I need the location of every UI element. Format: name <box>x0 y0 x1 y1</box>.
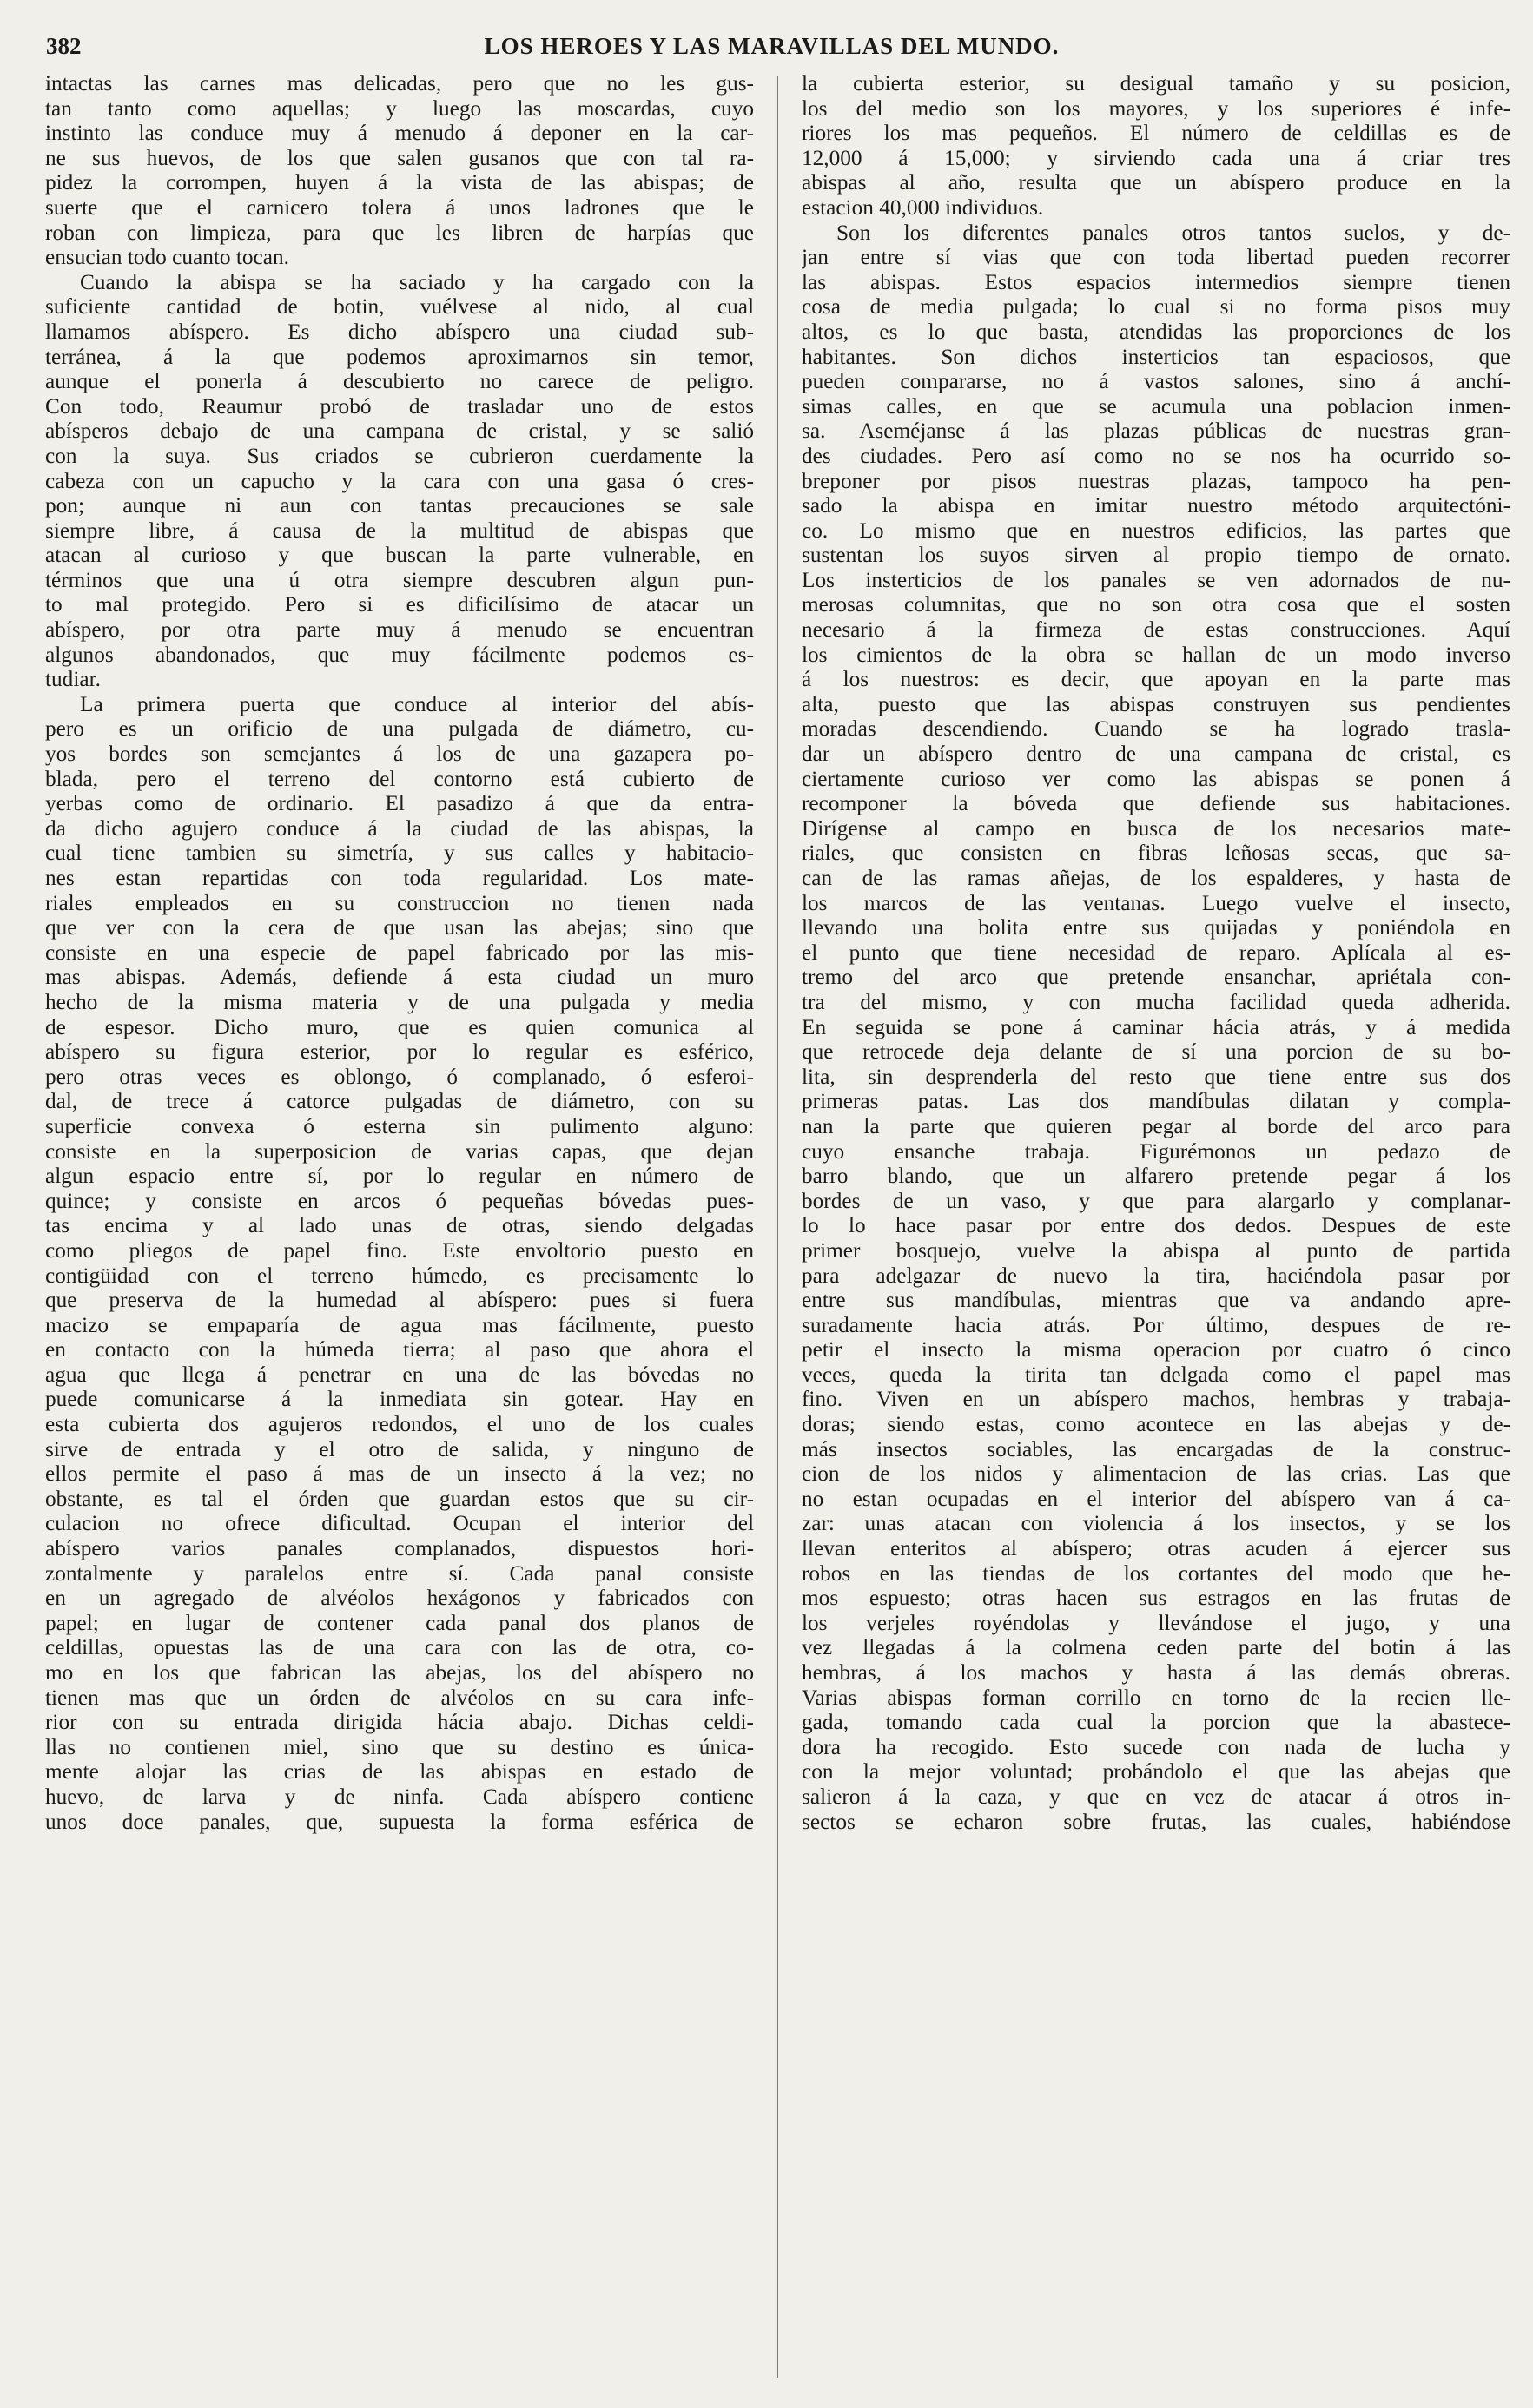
text-line: nan la parte que quieren pegar al borde del arco para <box>802 1113 1510 1138</box>
text-line: atacan al curioso y que buscan la parte vulnerable, en <box>45 543 754 568</box>
text-line: culacion no ofrece dificultad. Ocupan el interior del <box>45 1511 754 1536</box>
text-line: lo lo hace pasar por entre dos dedos. Despues de este <box>802 1213 1510 1238</box>
text-line: el punto que tiene necesidad de reparo. Aplícala al es- <box>802 940 1510 965</box>
text-line: ne sus huevos, de los que salen gusanos que con tal ra- <box>45 145 754 170</box>
text-line: tremo del arco que pretende ensanchar, apriétala con- <box>802 965 1510 990</box>
text-line: necesario á la firmeza de estas construcciones. Aquí <box>802 617 1510 643</box>
text-line: robos en las tiendas de los cortantes del modo que he- <box>802 1560 1510 1586</box>
text-line: las abispas. Estos espacios intermedios siempre tienen <box>802 269 1510 294</box>
text-line: sirve de entrada y el otro de salida, y ninguno de <box>45 1436 754 1461</box>
text-column-left <box>45 71 754 2398</box>
page-header <box>42 26 1502 69</box>
text-line: terránea, á la que podemos aproximarnos sin temor, <box>45 344 754 369</box>
text-line: la cubierta esterior, su desigual tamaño y su posicion, <box>802 71 1510 96</box>
column-divider <box>777 76 778 2378</box>
text-line: abíspero su figura esterior, por lo regular es esférico, <box>45 1039 754 1065</box>
text-line: sa. Aseméjanse á las plazas públicas de nuestras gran- <box>802 419 1510 444</box>
text-line: jan entre sí vias que con toda libertad pueden recorrer <box>802 245 1510 270</box>
text-line: riores los mas pequeños. El número de celdillas es de <box>802 121 1510 146</box>
text-line: para adelgazar de nuevo la tira, haciéndola pasar por <box>802 1263 1510 1288</box>
text-line: breponer por pisos nuestras plazas, tampoco ha pen- <box>802 468 1510 493</box>
text-line: con la mejor voluntad; probándolo el que las abejas que <box>802 1759 1510 1785</box>
text-line: riales empleados en su construccion no tienen nada <box>45 890 754 915</box>
text-line: simas calles, en que se acumula una poblacion inmen- <box>802 393 1510 419</box>
text-line: Son los diferentes panales otros tantos suelos, y de- <box>836 220 1510 245</box>
text-line: pero es un orificio de una pulgada de diámetro, cu- <box>45 716 754 742</box>
text-line: tra del mismo, y con mucha facilidad queda adherida. <box>802 989 1510 1014</box>
text-line: unos doce panales, que, supuesta la forma esférica de <box>45 1809 754 1834</box>
text-line: suradamente hacia atrás. Por último, despues de re- <box>802 1312 1510 1337</box>
text-line: sado la abispa en imitar nuestro método arquitectóni- <box>802 493 1510 518</box>
text-line: 12,000 á 15,000; y sirviendo cada una á criar tres <box>802 145 1510 170</box>
text-line: mo en los que fabrican las abejas, los del abíspero no <box>45 1660 754 1685</box>
text-line: que retrocede deja delante de sí una porcion de su bo- <box>802 1039 1510 1065</box>
text-line: cabeza con un capucho y la cara con una gasa ó cres- <box>45 468 754 493</box>
text-line: lita, sin desprenderla del resto que tiene entre sus dos <box>802 1064 1510 1089</box>
text-line: como pliegos de papel fino. Este envoltorio puesto en <box>45 1237 754 1263</box>
text-line: hecho de la misma materia y de una pulgada y media <box>45 989 754 1014</box>
text-line: primeras patas. Las dos mandíbulas dilatan y compla- <box>802 1089 1510 1114</box>
text-line: llamamos abíspero. Es dicho abíspero una ciudad sub- <box>45 319 754 344</box>
text-line: abispas al año, resulta que un abíspero produce en la <box>802 170 1510 195</box>
text-line: cuyo ensanche trabaja. Figurémonos un pedazo de <box>802 1138 1510 1164</box>
text-line: consiste en la superposicion de varias capas, que dejan <box>45 1138 754 1164</box>
text-line: Con todo, Reaumur probó de trasladar uno de estos <box>45 393 754 419</box>
text-line: des ciudades. Pero así como no se nos ha ocurrido so- <box>802 443 1510 468</box>
text-line: términos que una ú otra siempre descubren algun pun- <box>45 567 754 592</box>
text-line: Dirígense al campo en busca de los necesarios mate- <box>802 815 1510 841</box>
text-line: sectos se echaron sobre frutas, las cuales, habiéndose <box>802 1809 1510 1834</box>
text-line: mos espuesto; otras hacen sus estragos en las frutas de <box>802 1586 1510 1611</box>
text-line: contigüidad con el terreno húmedo, es precisamente lo <box>45 1263 754 1288</box>
text-line: aunque el ponerla á descubierto no carece de peligro. <box>45 369 754 394</box>
text-line: da dicho agujero conduce á la ciudad de las abispas, la <box>45 815 754 841</box>
text-line: esta cubierta dos agujeros redondos, el uno de los cuales <box>45 1412 754 1437</box>
text-line: instinto las conduce muy á menudo á deponer en la car- <box>45 121 754 146</box>
text-line: de espesor. Dicho muro, que es quien comunica al <box>45 1014 754 1039</box>
text-line: fino. Viven en un abíspero machos, hembras y trabaja- <box>802 1387 1510 1412</box>
text-line: los marcos de las ventanas. Luego vuelve el insecto, <box>802 890 1510 915</box>
text-line: llevando una bolita entre sus quijadas y poniéndola en <box>802 915 1510 940</box>
text-line: puede comunicarse á la inmediata sin gotear. Hay en <box>45 1387 754 1412</box>
text-line: co. Lo mismo que en nuestros edificios, las partes que <box>802 518 1510 543</box>
text-line: ellos permite el paso á mas de un insecto á la vez; no <box>45 1461 754 1487</box>
text-line: roban con limpieza, para que les libren de harpías que <box>45 220 754 245</box>
text-line: pueden compararse, no á vastos salones, sino á anchí- <box>802 369 1510 394</box>
text-line: cosa de media pulgada; lo cual si no forma pisos muy <box>802 294 1510 320</box>
text-line: algunos abandonados, que muy fácilmente podemos es- <box>45 642 754 667</box>
text-line: estacion 40,000 individuos. <box>802 195 1044 220</box>
text-line: Cuando la abispa se ha saciado y ha cargado con la <box>80 269 754 294</box>
text-line: llevan enteritos al abíspero; otras acuden á ejercer sus <box>802 1536 1510 1561</box>
text-line: con la suya. Sus criados se cubrieron cuerdamente la <box>45 443 754 468</box>
text-line: siempre libre, á causa de la multitud de abispas que <box>45 518 754 543</box>
text-line: tudiar. <box>45 667 101 692</box>
text-line: Los insterticios de los panales se ven adornados de nu- <box>802 567 1510 592</box>
text-line: más insectos sociables, las encargadas de la construc- <box>802 1436 1510 1461</box>
text-line: dal, de trece á catorce pulgadas de diámetro, con su <box>45 1089 754 1114</box>
text-line: nes estan repartidas con toda regularidad. Los mate- <box>45 866 754 890</box>
text-line: suerte que el carnicero tolera á unos ladrones que le <box>45 195 754 220</box>
text-line: macizo se empaparía de agua mas fácilmente, puesto <box>45 1312 754 1337</box>
text-line: pon; aunque ni aun con tantas precauciones se sale <box>45 493 754 518</box>
text-line: intactas las carnes mas delicadas, pero que no les gus- <box>45 71 754 96</box>
text-line: celdillas, opuestas las de una cara con las de otra, co- <box>45 1635 754 1660</box>
text-line: á los nuestros: es decir, que apoyan en la parte mas <box>802 667 1510 692</box>
text-line: doras; siendo estas, como acontece en las abejas y de- <box>802 1412 1510 1437</box>
text-line: veces, queda la tirita tan delgada como el papel mas <box>802 1362 1510 1387</box>
text-line: cual tiene tambien su simetría, y sus calles y habitacio- <box>45 841 754 866</box>
text-line: no estan ocupadas en el interior del abíspero van á ca- <box>802 1486 1510 1511</box>
text-line: En seguida se pone á caminar hácia atrás, y á medida <box>802 1014 1510 1039</box>
text-line: tan tanto como aquellas; y luego las moscardas, cuyo <box>45 96 754 121</box>
page-number: 382 <box>46 33 82 59</box>
text-line: abíspero, por otra parte muy á menudo se encuentran <box>45 617 754 643</box>
text-line: agua que llega á penetrar en una de las bóvedas no <box>45 1362 754 1387</box>
text-line: tienen mas que un órden de alvéolos en su cara infe- <box>45 1685 754 1710</box>
text-line: recomponer la bóveda que defiende sus habitaciones. <box>802 791 1510 816</box>
text-line: sustentan los suyos sirven al propio tiempo de ornato. <box>802 543 1510 568</box>
text-line: dar un abíspero dentro de una campana de cristal, es <box>802 742 1510 767</box>
text-line: quince; y consiste en arcos ó pequeñas bóvedas pues- <box>45 1188 754 1213</box>
text-line: can de las ramas añejas, de los espalderes, y hasta de <box>802 866 1510 890</box>
text-line: yerbas como de ordinario. El pasadizo á que da entra- <box>45 791 754 816</box>
text-line: bordes de un vaso, y que para alargarlo y complanar- <box>802 1188 1510 1213</box>
text-line: barro blando, que un alfarero pretende pegar á los <box>802 1164 1510 1189</box>
text-line: que ver con la cera de que usan las abejas; sino que <box>45 915 754 940</box>
text-line: hembras, á los machos y hasta á las demás obreras. <box>802 1660 1510 1685</box>
text-line: rior con su entrada dirigida hácia abajo. Dichas celdi- <box>45 1710 754 1735</box>
text-line: en contacto con la húmeda tierra; al paso que ahora el <box>45 1337 754 1362</box>
text-line: mente alojar las crias de las abispas en estado de <box>45 1759 754 1785</box>
text-line: pero otras veces es oblongo, ó complanado, ó esferoi- <box>45 1064 754 1089</box>
text-line: los verjeles royéndolas y llevándose el jugo, y una <box>802 1610 1510 1635</box>
text-line: salieron á la caza, y que en vez de atacar á otros in- <box>802 1784 1510 1809</box>
running-title: LOS HEROES Y LAS MARAVILLAS DEL MUNDO. <box>484 33 1060 59</box>
text-line: riales, que consisten en fibras leñosas secas, que sa- <box>802 841 1510 866</box>
text-line: petir el insecto la misma operacion por cuatro ó cinco <box>802 1337 1510 1362</box>
text-line: dora ha recogido. Esto sucede con nada de lucha y <box>802 1734 1510 1759</box>
text-line: abísperos debajo de una campana de cristal, y se salió <box>45 419 754 444</box>
text-column-right <box>802 71 1510 2398</box>
text-line: huevo, de larva y de ninfa. Cada abíspero contiene <box>45 1784 754 1809</box>
text-line: primer bosquejo, vuelve la abispa al punto de partida <box>802 1237 1510 1263</box>
text-line: papel; en lugar de contener cada panal dos planos de <box>45 1610 754 1635</box>
text-line: altos, es lo que basta, atendidas las proporciones de los <box>802 319 1510 344</box>
text-line: to mal protegido. Pero si es dificilísimo de atacar un <box>45 592 754 617</box>
text-line: vez llegadas á la colmena ceden parte del botin á las <box>802 1635 1510 1660</box>
text-line: los cimientos de la obra se hallan de un modo inverso <box>802 642 1510 667</box>
text-line: los del medio son los mayores, y los superiores é infe- <box>802 96 1510 121</box>
text-line: que preserva de la humedad al abíspero: pues si fuera <box>45 1288 754 1313</box>
text-line: pidez la corrompen, huyen á la vista de las abispas; de <box>45 170 754 195</box>
text-line: cion de los nidos y alimentacion de las crias. Las que <box>802 1461 1510 1487</box>
text-line: llas no contienen miel, sino que su destino es única- <box>45 1734 754 1759</box>
text-line: abíspero varios panales complanados, dispuestos hori- <box>45 1536 754 1561</box>
text-line: suficiente cantidad de botin, vuélvese al nido, al cual <box>45 294 754 320</box>
text-line: zar: unas atacan con violencia á los insectos, y se los <box>802 1511 1510 1536</box>
text-line: habitantes. Son dichos insterticios tan espaciosos, que <box>802 344 1510 369</box>
text-line: La primera puerta que conduce al interior del abís- <box>80 691 754 716</box>
text-line: tas encima y al lado unas de otras, siendo delgadas <box>45 1213 754 1238</box>
text-line: merosas columnitas, que no son otra cosa que el sosten <box>802 592 1510 617</box>
text-line: mas abispas. Además, defiende á esta ciudad un muro <box>45 965 754 990</box>
text-line: blada, pero el terreno del contorno está cubierto de <box>45 766 754 791</box>
text-line: alta, puesto que las abispas construyen sus pendientes <box>802 691 1510 716</box>
text-line: superficie convexa ó esterna sin pulimento alguno: <box>45 1113 754 1138</box>
text-line: moradas descendiendo. Cuando se ha logrado trasla- <box>802 716 1510 742</box>
text-line: ensucian todo cuanto tocan. <box>45 245 289 270</box>
text-line: consiste en una especie de papel fabricado por las mis- <box>45 940 754 965</box>
text-line: Varias abispas forman corrillo en torno de la recien lle- <box>802 1685 1510 1710</box>
text-line: yos bordes son semejantes á los de una gazapera po- <box>45 742 754 767</box>
text-line: ciertamente curioso ver como las abispas se ponen á <box>802 766 1510 791</box>
text-line: zontalmente y paralelos entre sí. Cada panal consiste <box>45 1560 754 1586</box>
text-line: en un agregado de alvéolos hexágonos y fabricados con <box>45 1586 754 1611</box>
text-line: gada, tomando cada cual la porcion que la abastece- <box>802 1710 1510 1735</box>
text-line: obstante, es tal el órden que guardan estos que su cir- <box>45 1486 754 1511</box>
text-line: entre sus mandíbulas, mientras que va andando apre- <box>802 1288 1510 1313</box>
text-line: algun espacio entre sí, por lo regular en número de <box>45 1164 754 1189</box>
